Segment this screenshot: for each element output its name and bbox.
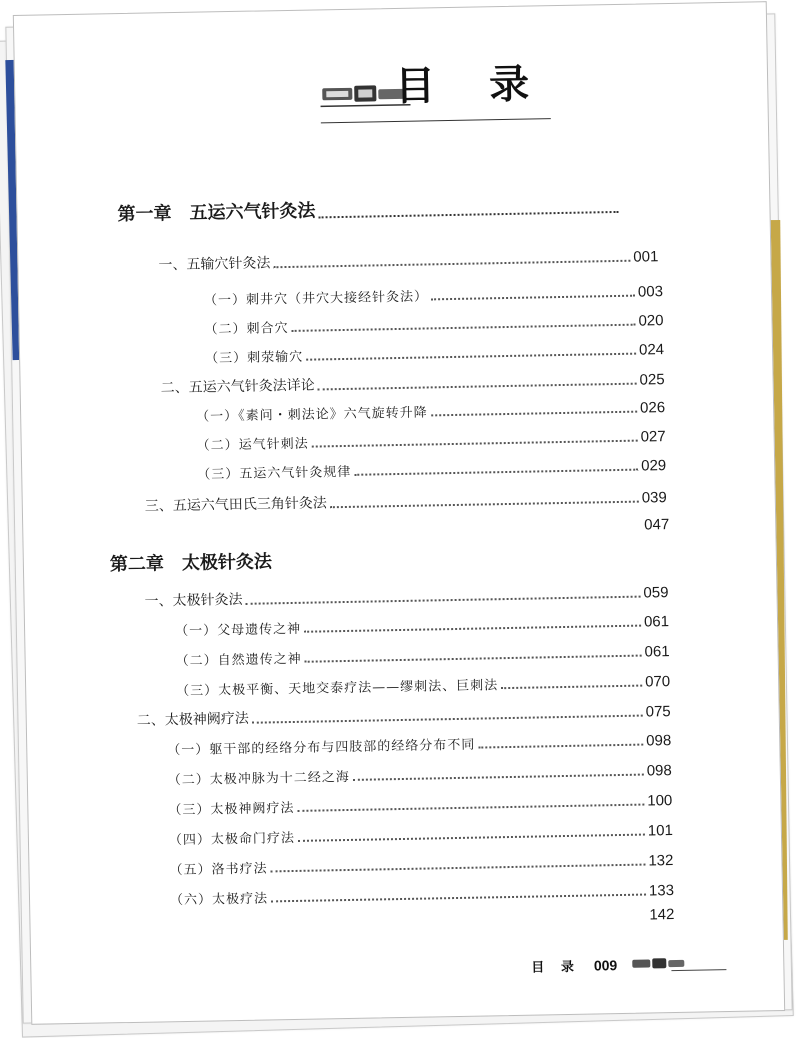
entry-label: 一、太极针灸法 — [144, 591, 243, 610]
entry-label: 一、五输穴针灸法 — [158, 255, 271, 274]
entry-label: （二）刺合穴 — [204, 320, 289, 338]
chapter-title: 五运六气针灸法 — [189, 200, 316, 224]
entry-label: （三）太极神阙疗法 — [168, 800, 295, 819]
entry-page: 026 — [639, 399, 666, 417]
page-footer — [531, 954, 687, 976]
entry-page: 001 — [633, 248, 659, 266]
entry-label: （三）五运六气针灸规律 — [197, 464, 352, 483]
toc-entry[interactable] — [160, 368, 664, 397]
toc-entry[interactable] — [175, 611, 669, 639]
entry-label: 二、五运六气针灸法详论 — [160, 377, 315, 397]
dot-leader — [246, 596, 641, 605]
entry-page: 061 — [643, 613, 670, 631]
entry-label: （二）太极冲脉为十二经之海 — [167, 769, 350, 789]
chapter-title: 太极针灸法 — [181, 551, 273, 574]
toc-entry[interactable] — [196, 397, 665, 425]
footer-page-number: 009 — [593, 956, 618, 974]
toc-entry[interactable] — [197, 426, 666, 454]
toc-entry[interactable] — [167, 730, 671, 758]
toc-entry[interactable] — [168, 790, 672, 818]
entry-label: （一）《素问・刺法论》六气旋转升降 — [196, 405, 428, 425]
dot-leader — [431, 411, 637, 417]
entry-label: （五）洛书疗法 — [169, 861, 268, 879]
entry-page: 024 — [638, 341, 665, 359]
dot-leader — [330, 501, 639, 509]
toc-entry[interactable] — [169, 820, 673, 848]
dot-leader — [319, 211, 619, 218]
dot-leader — [292, 324, 636, 332]
footer-label: 目 录 — [531, 959, 581, 976]
entry-page: 133 — [648, 882, 675, 900]
entry-page: 061 — [644, 643, 670, 661]
dot-leader — [304, 625, 641, 633]
toc-entry[interactable] — [170, 880, 674, 908]
toc-entry[interactable] — [144, 581, 668, 611]
toc-page — [13, 1, 785, 1025]
dot-leader — [298, 834, 645, 842]
entry-page: 132 — [648, 852, 674, 870]
entry-label: 二、太极神阙疗法 — [136, 710, 249, 729]
entry-page: 142 — [649, 906, 675, 924]
dot-leader — [252, 715, 643, 724]
toc-entry[interactable] — [137, 700, 671, 730]
entry-page: 101 — [647, 822, 674, 840]
entry-page: 027 — [640, 428, 666, 446]
chapter-number: 第二章 — [109, 553, 165, 576]
toc-entry[interactable] — [168, 760, 672, 788]
footer-rule — [671, 969, 726, 971]
toc-entry[interactable] — [624, 906, 674, 924]
entry-page: 098 — [646, 762, 672, 780]
entry-label: （三）刺荥输穴 — [205, 349, 304, 367]
entry-label: 三、五运六气田氏三角针灸法 — [144, 495, 327, 515]
dot-leader — [271, 864, 646, 873]
dot-leader — [306, 353, 636, 361]
entry-label: （六）太极疗法 — [169, 891, 269, 909]
toc-entry[interactable] — [176, 671, 670, 699]
toc-entry[interactable] — [175, 641, 669, 669]
toc-entry[interactable] — [197, 455, 666, 483]
page-title: 目 录 — [394, 61, 550, 110]
entry-page: 020 — [638, 312, 664, 330]
entry-label: （四）太极命门疗法 — [168, 830, 296, 849]
entry-page: 075 — [645, 703, 671, 721]
dot-leader — [318, 383, 637, 391]
entry-page: 025 — [639, 371, 665, 389]
entry-page: 070 — [644, 673, 671, 691]
toc-entry[interactable] — [169, 850, 673, 878]
dot-leader — [354, 469, 638, 476]
chapter-number: 第一章 — [117, 203, 172, 226]
entry-page: 039 — [641, 489, 667, 507]
dot-leader — [305, 655, 642, 663]
entry-label: （一）父母遗传之神 — [174, 621, 302, 640]
toc-entry[interactable] — [204, 281, 663, 308]
entry-label: （二）运气针刺法 — [196, 436, 309, 454]
toc-entry[interactable] — [619, 516, 669, 534]
dot-leader — [501, 685, 642, 690]
dot-leader — [431, 295, 635, 301]
toc-chapter-2[interactable] — [110, 546, 345, 576]
entry-label: （一）刺井穴（井穴大接经针灸法） — [203, 289, 429, 309]
dot-leader — [297, 804, 644, 812]
dot-leader — [273, 260, 630, 269]
entry-page: 059 — [643, 584, 669, 602]
entry-page: 029 — [640, 457, 667, 475]
toc-entry[interactable] — [204, 310, 663, 337]
dot-leader — [312, 440, 638, 448]
title-rule — [321, 118, 551, 123]
toc-entry[interactable] — [205, 339, 664, 366]
entry-page: 098 — [646, 732, 672, 750]
dot-leader — [478, 744, 643, 749]
entry-page: 003 — [637, 283, 664, 301]
toc-entry[interactable] — [145, 486, 667, 516]
toc-entry[interactable] — [158, 245, 658, 274]
entry-label: （三）太极平衡、天地交泰疗法——缪刺法、巨刺法 — [176, 678, 499, 700]
entry-label: （二）自然遗传之神 — [175, 651, 302, 670]
entry-page: 047 — [644, 516, 670, 534]
entry-page: 100 — [647, 792, 673, 810]
dot-leader — [271, 894, 646, 903]
entry-label: （一）躯干部的经络分布与四肢部的经络分布不同 — [167, 737, 476, 759]
toc-chapter-1[interactable] — [117, 196, 352, 226]
dot-leader — [353, 774, 644, 781]
